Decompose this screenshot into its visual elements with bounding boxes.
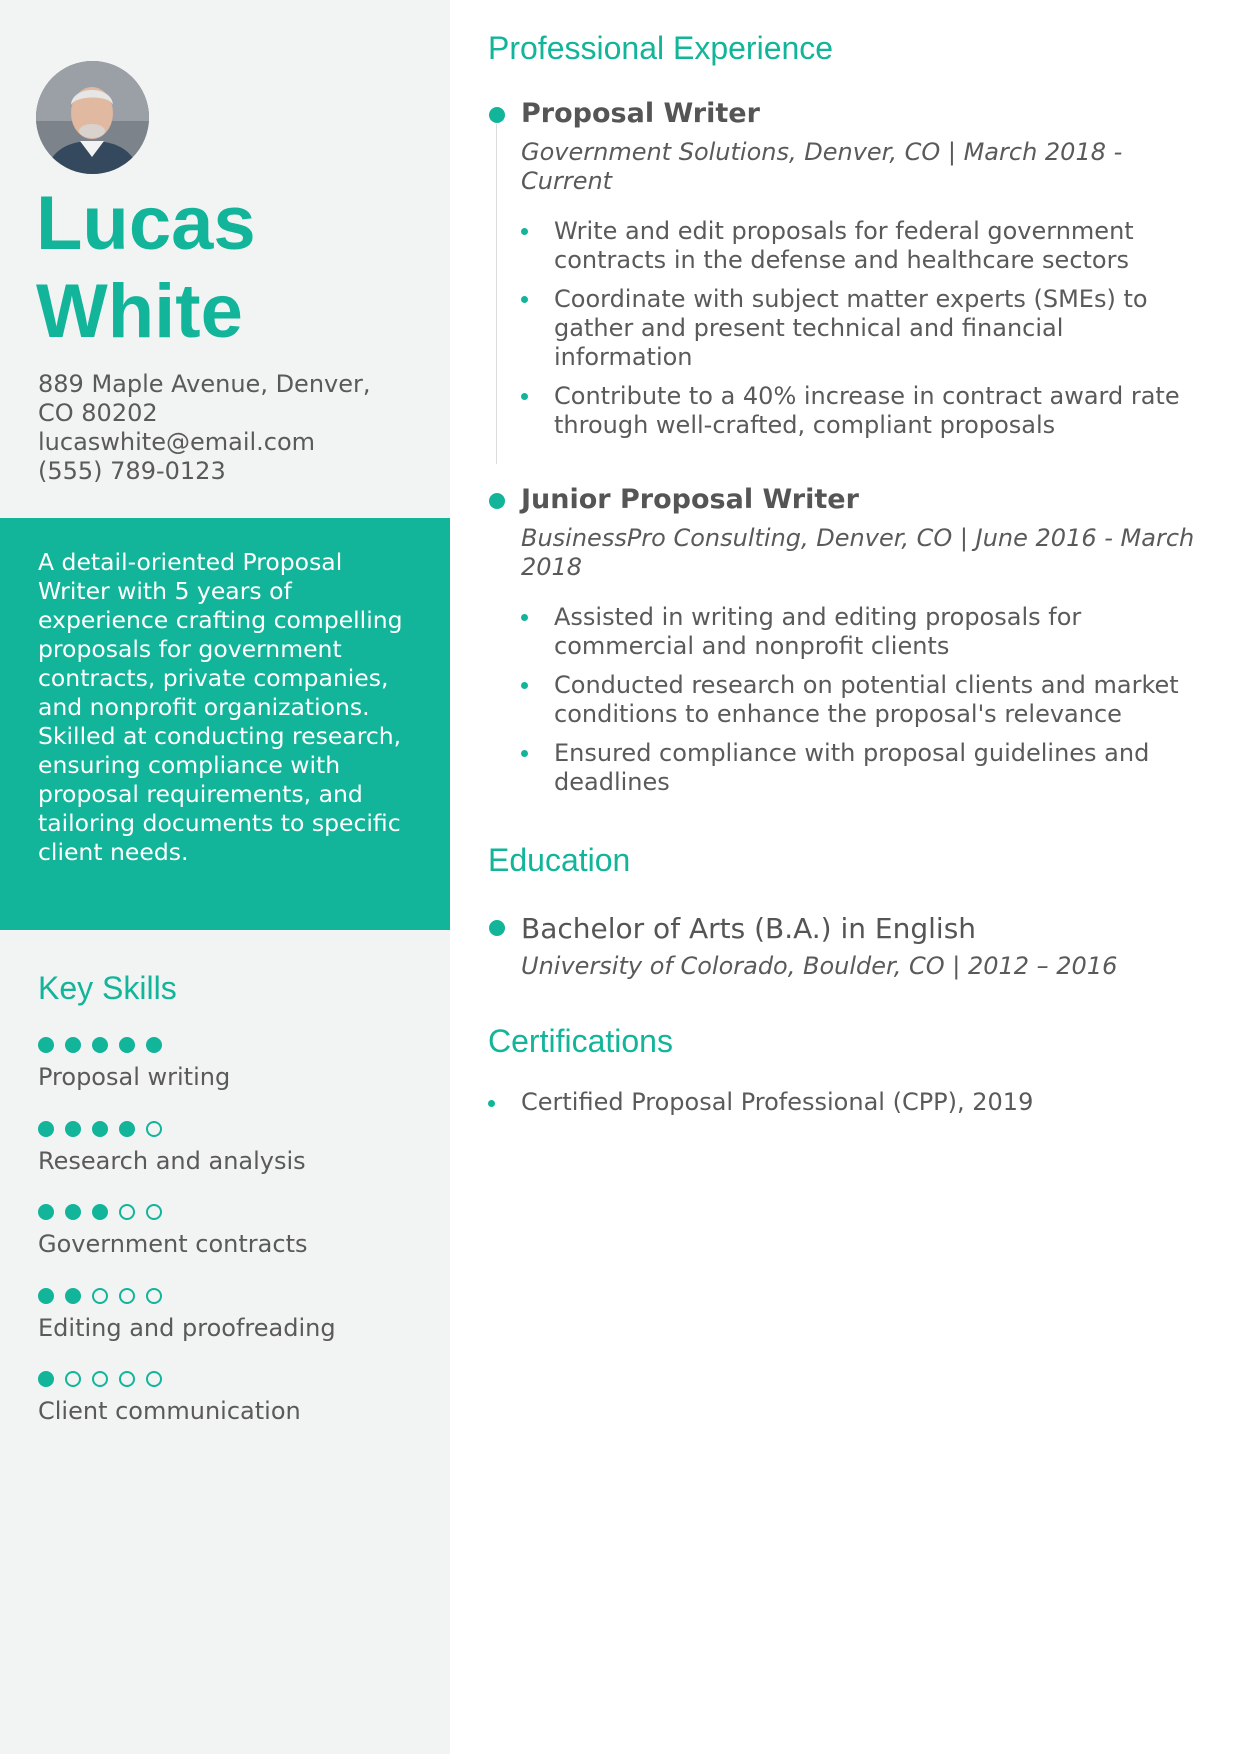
job-meta: Government Solutions, Denver, CO | March 2018 - Current <box>521 138 1123 195</box>
rating-dot-filled-icon <box>92 1204 108 1220</box>
skill-item <box>38 1036 428 1120</box>
rating-dot-empty-icon <box>146 1121 162 1137</box>
rating-dot-filled-icon <box>65 1204 81 1220</box>
timeline-line <box>496 124 497 464</box>
rating-dot-filled-icon <box>119 1121 135 1137</box>
rating-dot-filled-icon <box>38 1371 54 1387</box>
skill-label: Research and analysis <box>38 1146 306 1175</box>
phone-text: (555) 789-0123 <box>38 457 226 485</box>
rating-dot-empty-icon <box>92 1371 108 1387</box>
skill-item <box>38 1203 428 1287</box>
list-item: Coordinate with subject matter experts (SMEs) to gather and present technical and financial information <box>521 285 1201 372</box>
skill-rating <box>38 1203 428 1221</box>
skill-rating <box>38 1287 428 1305</box>
skill-item <box>38 1120 428 1204</box>
profile-photo <box>36 61 149 174</box>
list-item: Conducted research on potential clients and market conditions to enhance the proposal's relevance <box>521 671 1201 729</box>
bullet-icon <box>521 750 528 757</box>
skill-rating <box>38 1120 428 1138</box>
rating-dot-empty-icon <box>146 1204 162 1220</box>
summary-text: A detail-oriented Proposal Writer with 5 years of experience crafting compelling proposals for government contracts, private companies, and nonprofit organizations. Skilled at conducting research, ensuring compliance with proposal requirements, and tailoring documents to specific client needs. <box>38 548 403 866</box>
contact-info <box>38 370 428 486</box>
experience-heading: Professional Experience <box>488 30 834 66</box>
rating-dot-empty-icon <box>65 1371 81 1387</box>
address-line-1: 889 Maple Avenue, Denver, <box>38 370 371 398</box>
bullet-icon <box>521 296 528 303</box>
certification-text: Certified Proposal Professional (CPP), 2019 <box>521 1088 1034 1116</box>
rating-dot-filled-icon <box>92 1121 108 1137</box>
job-bullets <box>521 603 1201 807</box>
skills-heading: Key Skills <box>38 970 177 1006</box>
last-name: White <box>36 269 243 354</box>
rating-dot-empty-icon <box>119 1288 135 1304</box>
skill-item <box>38 1370 428 1454</box>
rating-dot-filled-icon <box>38 1204 54 1220</box>
rating-dot-filled-icon <box>65 1288 81 1304</box>
bullet-icon <box>488 1100 495 1107</box>
education-meta: University of Colorado, Boulder, CO | 2012 – 2016 <box>521 952 1118 980</box>
rating-dot-filled-icon <box>38 1121 54 1137</box>
skill-label: Client communication <box>38 1397 301 1425</box>
skills-list <box>38 1036 428 1454</box>
rating-dot-filled-icon <box>38 1037 54 1053</box>
job-title: Proposal Writer <box>521 98 760 129</box>
summary-box <box>0 518 450 930</box>
full-name <box>36 180 256 356</box>
skill-label: Editing and proofreading <box>38 1313 336 1342</box>
skill-item <box>38 1287 428 1371</box>
email-text: lucaswhite@email.com <box>38 428 316 456</box>
sidebar <box>0 0 450 1754</box>
education-heading: Education <box>488 842 631 878</box>
rating-dot-filled-icon <box>119 1037 135 1053</box>
job-title: Junior Proposal Writer <box>521 484 859 515</box>
timeline-dot-icon <box>489 107 505 123</box>
bullet-icon <box>521 228 528 235</box>
rating-dot-filled-icon <box>92 1037 108 1053</box>
timeline-dot-icon <box>489 493 505 509</box>
skill-label: Proposal writing <box>38 1063 231 1091</box>
rating-dot-empty-icon <box>92 1288 108 1304</box>
rating-dot-filled-icon <box>65 1037 81 1053</box>
skill-rating <box>38 1036 428 1054</box>
list-item: Contribute to a 40% increase in contract award rate through well-crafted, compliant proposals <box>521 382 1201 440</box>
bullet-icon <box>521 393 528 400</box>
certifications-heading: Certifications <box>488 1023 673 1059</box>
bullet-icon <box>521 614 528 621</box>
job-bullets <box>521 217 1201 450</box>
first-name: Lucas <box>36 181 256 266</box>
rating-dot-filled-icon <box>38 1288 54 1304</box>
list-item: Assisted in writing and editing proposals for commercial and nonprofit clients <box>521 603 1201 661</box>
rating-dot-filled-icon <box>65 1121 81 1137</box>
timeline-dot-icon <box>489 920 505 936</box>
rating-dot-empty-icon <box>119 1204 135 1220</box>
person-portrait-icon <box>36 61 149 174</box>
skill-rating <box>38 1370 428 1388</box>
rating-dot-empty-icon <box>146 1371 162 1387</box>
list-item: Ensured compliance with proposal guidelines and deadlines <box>521 739 1201 797</box>
job-meta: BusinessPro Consulting, Denver, CO | June 2016 - March 2018 <box>521 524 1195 581</box>
rating-dot-empty-icon <box>146 1288 162 1304</box>
list-item: Write and edit proposals for federal government contracts in the defense and healthcare sectors <box>521 217 1201 275</box>
skill-label: Government contracts <box>38 1230 308 1258</box>
degree-text: Bachelor of Arts (B.A.) in English <box>521 912 977 945</box>
address-line-2: CO 80202 <box>38 399 158 427</box>
bullet-icon <box>521 682 528 689</box>
rating-dot-filled-icon <box>146 1037 162 1053</box>
rating-dot-empty-icon <box>119 1371 135 1387</box>
